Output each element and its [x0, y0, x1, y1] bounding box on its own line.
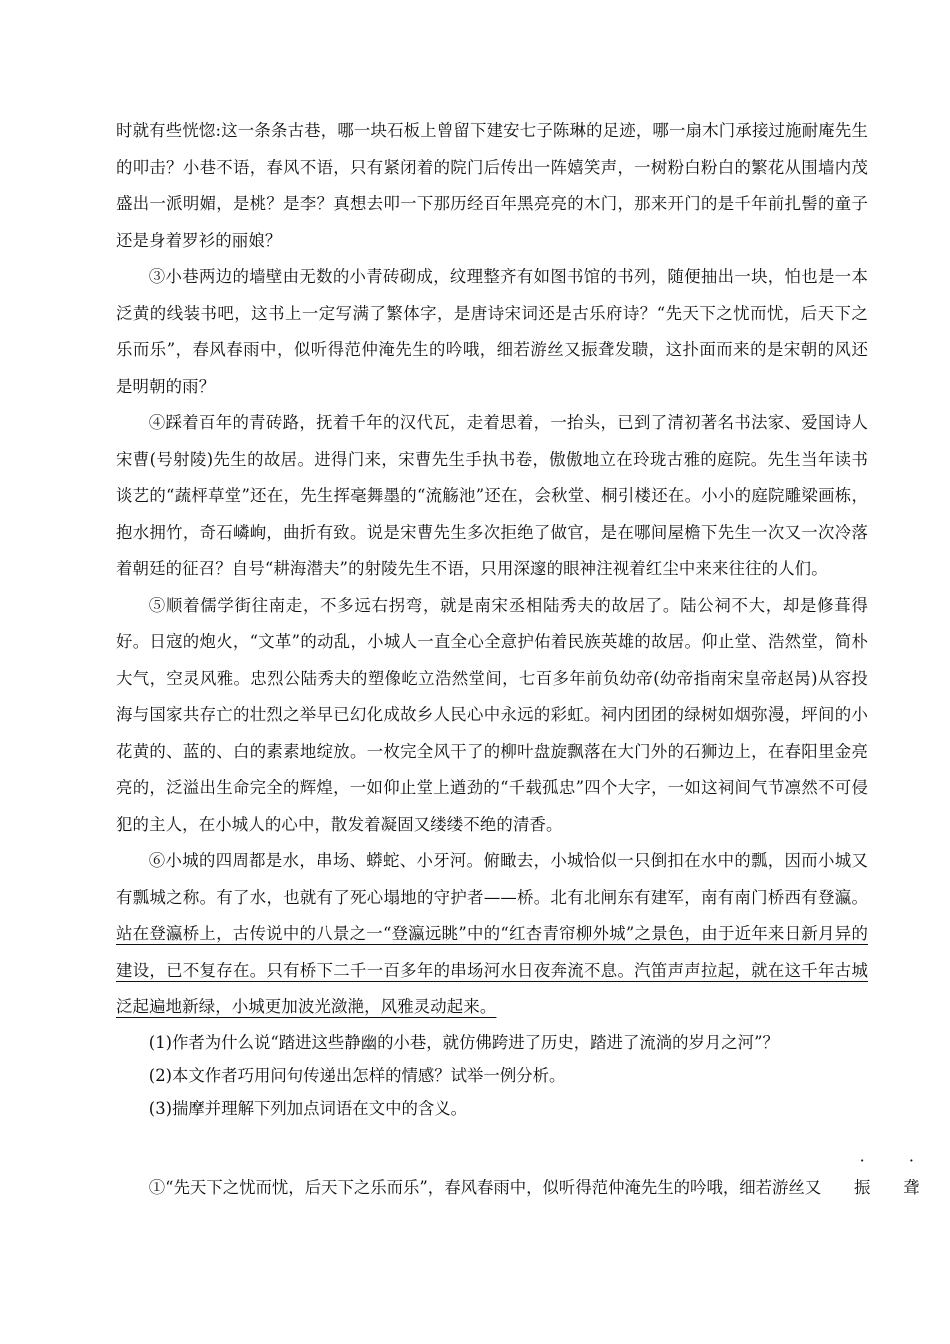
dotted-char: 振	[853, 1178, 871, 1197]
paragraph-6	[116, 843, 868, 1026]
sub-item-1	[116, 1170, 920, 1206]
paragraph-2-continued: 时就有些恍惚:这一条条古巷，哪一块石板上曾留下建安七子陈琳的足迹，哪一扇木门承接过施耐庵先生的叩击？小巷不语，春风不语，只有紧闭着的院门后传出一阵嬉笑声，一树粉白粉白的繁花从围墙内茂盛出一派明媚，是桃？是李？真想去叩一下那历经百年黑亮亮的木门，那来开门的是千年前扎髻的童子还是身着罗衫的丽娘？	[116, 121, 868, 250]
underlined-passage: 站在登瀛桥上，古传说中的八景之一“登瀛远眺”中的“红杏青帘柳外城”之景色，由于近年来日新月异的建设，已不复存在。只有桥下二千一百多年的串场河水日夜奔流不息。汽笛声声拉起，就在这千年古城泛起遍地新绿，小城更加波光潋滟，风雅灵动起来。	[116, 924, 868, 1016]
question-3: (3)揣摩并理解下列加点词语在文中的含义。	[148, 1098, 468, 1118]
dotted-char: 聋	[903, 1178, 920, 1197]
question-1: (1)作者为什么说“踏进这些静幽的小巷，就仿佛跨进了历史，踏进了流淌的岁月之河”？	[148, 1032, 779, 1052]
question-2: (2)本文作者巧用问句传递出怎样的情感？试举一例分析。	[148, 1065, 566, 1085]
paragraph-5: ⑤顺着儒学街往南走，不多远右拐弯，就是南宋丞相陆秀夫的故居了。陆公祠不大，却是修葺得好。日寇的炮火，“文革”的动乱，小城人一直全心全意护佑着民族英雄的故居。仰止堂、浩然堂，简朴大气，空灵风雅。忠烈公陆秀夫的塑像屹立浩然堂间，七百多年前负幼帝(幼帝指南宋皇帝赵昺)从容投海与国家共存亡的壮烈之举早已幻化成故乡人民心中永远的彩虹。祠内团团的绿树如烟弥漫，坪间的小花黄的、蓝的、白的素素地绽放。一枚完全风干了的柳叶盘旋飘落在大门外的石狮边上，在春阳里金亮亮的，泛溢出生命完全的辉煌，一如仰止堂上遒劲的“千载孤忠”四个大字，一如这祠间气节凛然不可侵犯的主人，在小城人的心中，散发着凝固又缕缕不绝的清香。	[116, 595, 868, 834]
sub-item-1-text: ①“先天下之忧而忧，后天下之乐而乐”，春风春雨中，似听得范仲淹先生的吟哦，细若游丝又	[148, 1178, 822, 1197]
article-body	[116, 113, 868, 1125]
dotted-words	[821, 1178, 919, 1197]
paragraph-4: ④踩着百年的青砖路，抚着千年的汉代瓦，走着思着，一抬头，已到了清初著名书法家、爱国诗人宋曹(号射陵)先生的故居。进得门来，宋曹先生手执书卷，傲傲地立在玲珑古雅的庭院。先生当年读书谈艺的“蔬枰草堂”还在，先生挥毫舞墨的“流觞池”还在，会秋堂、桐引楼还在。小小的庭院雕梁画栋，抱水拥竹，奇石嶙峋，曲折有致。说是宋曹先生多次拒绝了做官，是在哪间屋檐下先生一次又一次冷落着朝廷的征召？自号“耕海潜夫”的射陵先生不语，只用深邃的眼神注视着红尘中来来往往的人们。	[116, 413, 868, 578]
paragraph-3: ③小巷两边的墙壁由无数的小青砖砌成，纹理整齐有如图书馆的书列，随便抽出一块，怕也是一本泛黄的线装书吧，这书上一定写满了繁体字，是唐诗宋词还是古乐府诗？“先天下之忧而忧，后天下之乐而乐”，春风春雨中，似听得范仲淹先生的吟哦，细若游丝又振聋发聩，这扑面而来的是宋朝的风还是明朝的雨？	[116, 267, 868, 396]
paragraph-6-text: ⑥小城的四周都是水，串场、蟒蛇、小牙河。俯瞰去，小城恰似一只倒扣在水中的瓢，因而小城又有瓢城之称。有了水，也就有了死心塌地的守护者——桥。北有北闸东有建军，南有南门桥西有登瀛。	[116, 851, 868, 907]
